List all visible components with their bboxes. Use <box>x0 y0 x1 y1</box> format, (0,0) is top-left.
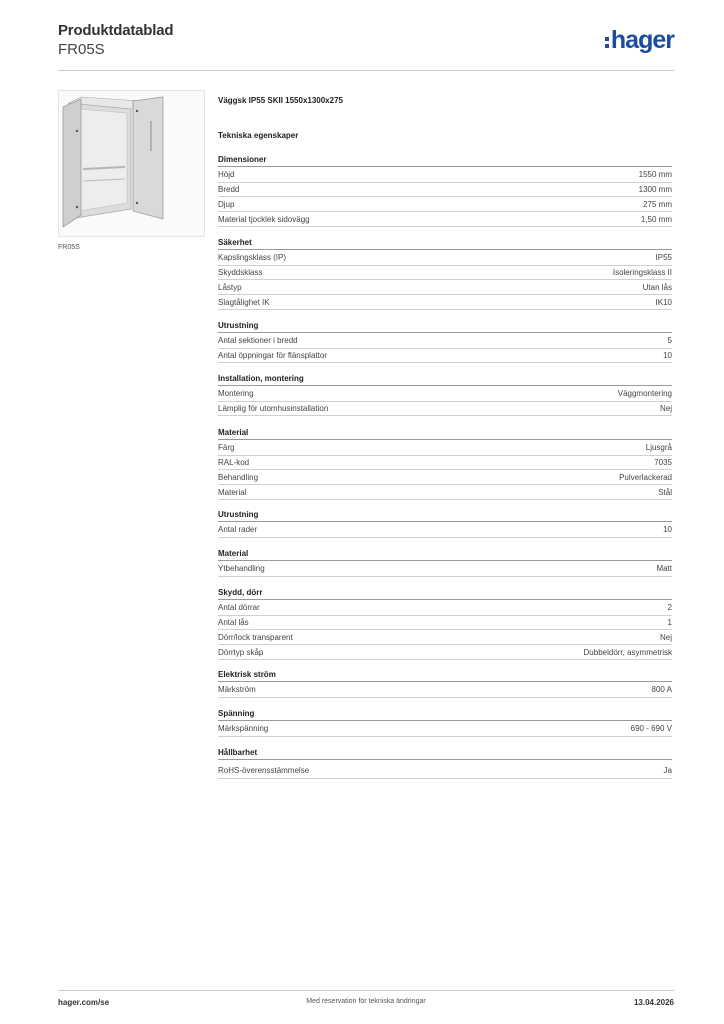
spec-value: Ljusgrå <box>645 443 672 453</box>
spec-label: Montering <box>218 389 254 399</box>
spec-label: Dörrtyp skåp <box>218 647 264 657</box>
spec-row <box>218 764 672 779</box>
spec-row <box>218 212 672 227</box>
section-heading: Dimensioner <box>218 153 672 167</box>
spec-label: Djup <box>218 199 235 209</box>
section-heading: Material <box>218 426 672 440</box>
spec-row <box>218 722 672 737</box>
spec-label: Skyddsklass <box>218 267 263 277</box>
spec-value: 7035 <box>654 457 672 467</box>
spec-label: Behandling <box>218 472 259 482</box>
spec-value: 1300 mm <box>638 184 672 194</box>
spec-row <box>218 645 672 660</box>
spec-label: Antal rader <box>218 525 258 535</box>
spec-label: Antal dörrar <box>218 603 260 613</box>
spec-value: 1550 mm <box>638 170 672 180</box>
section-heading: Utrustning <box>218 508 672 522</box>
product-name: Väggsk IP55 SKII 1550x1300x275 <box>218 96 343 105</box>
spec-value: 800 A <box>651 685 672 695</box>
spec-label: Märkström <box>218 685 256 695</box>
spec-value: 10 <box>663 350 672 360</box>
spec-label: Dörr/lock transparent <box>218 632 293 642</box>
spec-row <box>218 266 672 281</box>
spec-value: Nej <box>659 632 672 642</box>
logo-text: hager <box>610 26 674 54</box>
image-caption: FR05S <box>58 244 80 251</box>
footer-date: 13.04.2026 <box>633 998 674 1007</box>
section-heading: Utrustning <box>218 319 672 333</box>
spec-value: 2 <box>667 603 672 613</box>
spec-row <box>218 523 672 538</box>
product-image <box>58 90 205 237</box>
spec-value: 1,50 mm <box>640 214 672 224</box>
spec-label: Antal lås <box>218 617 249 627</box>
product-code: FR05S <box>58 41 105 58</box>
spec-label: Märkspänning <box>218 724 269 734</box>
spec-row <box>218 441 672 456</box>
spec-row <box>218 456 672 471</box>
technical-properties-title: Tekniska egenskaper <box>218 131 299 140</box>
spec-label: Ytbehandling <box>218 564 265 574</box>
section-heading: Elektrisk ström <box>218 668 672 682</box>
spec-value: 690 - 690 V <box>630 724 672 734</box>
spec-row <box>218 562 672 577</box>
hager-logo <box>605 28 674 53</box>
spec-row <box>218 183 672 198</box>
section-heading: Hållbarhet <box>218 746 672 760</box>
spec-value: IP55 <box>655 253 672 263</box>
section-heading: Spänning <box>218 707 672 721</box>
spec-label: Material tjocklek sidovägg <box>218 214 310 224</box>
spec-value: Stål <box>658 487 672 497</box>
document-title: Produktdatablad <box>58 22 174 39</box>
spec-value: 275 mm <box>643 199 672 209</box>
spec-label: Låstyp <box>218 282 242 292</box>
spec-row <box>218 616 672 631</box>
spec-label: Slagtålighet IK <box>218 297 270 307</box>
spec-value: Väggmontering <box>617 389 672 399</box>
spec-label: Antal sektioner i bredd <box>218 336 298 346</box>
spec-value: IK10 <box>655 297 672 307</box>
spec-value: Matt <box>656 564 672 574</box>
spec-value: Nej <box>659 403 672 413</box>
section-heading: Material <box>218 547 672 561</box>
document-footer <box>58 990 674 1013</box>
spec-label: RAL-kod <box>218 457 250 467</box>
section-heading: Skydd, dörr <box>218 586 672 600</box>
footer-note: Med reservation för tekniska ändringar <box>306 998 426 1005</box>
cabinet-illustration <box>59 91 204 236</box>
spec-value: Pulverlackerad <box>619 472 672 482</box>
spec-row <box>218 168 672 183</box>
spec-label: Lämplig för utomhusinstallation <box>218 403 329 413</box>
spec-label: Höjd <box>218 170 235 180</box>
spec-row <box>218 349 672 364</box>
spec-value: Utan lås <box>642 282 672 292</box>
spec-row <box>218 470 672 485</box>
spec-value: 5 <box>667 336 672 346</box>
footer-website[interactable]: hager.com/se <box>58 998 110 1007</box>
spec-label: Kapslingsklass (IP) <box>218 253 287 263</box>
spec-value: 1 <box>667 617 672 627</box>
spec-label: Antal öppningar för flänsplattor <box>218 350 327 360</box>
spec-row <box>218 280 672 295</box>
spec-row <box>218 683 672 698</box>
spec-row <box>218 402 672 417</box>
spec-row <box>218 630 672 645</box>
section-heading: Säkerhet <box>218 236 672 250</box>
document-header <box>58 22 674 71</box>
spec-row <box>218 485 672 500</box>
spec-value: 10 <box>663 525 672 535</box>
spec-row <box>218 334 672 349</box>
spec-row <box>218 251 672 266</box>
spec-row <box>218 197 672 212</box>
spec-value: Ja <box>663 766 672 776</box>
spec-label: Bredd <box>218 184 240 194</box>
spec-value: Isoleringsklass II <box>612 267 672 277</box>
logo-dots-icon <box>605 37 609 48</box>
spec-label: Material <box>218 487 247 497</box>
spec-label: Färg <box>218 443 235 453</box>
spec-row <box>218 295 672 310</box>
spec-label: RoHS-överensstämmelse <box>218 766 310 776</box>
section-heading: Installation, montering <box>218 372 672 386</box>
spec-row <box>218 601 672 616</box>
spec-row <box>218 387 672 402</box>
spec-value: Dubbeldörr, asymmetrisk <box>583 647 672 657</box>
